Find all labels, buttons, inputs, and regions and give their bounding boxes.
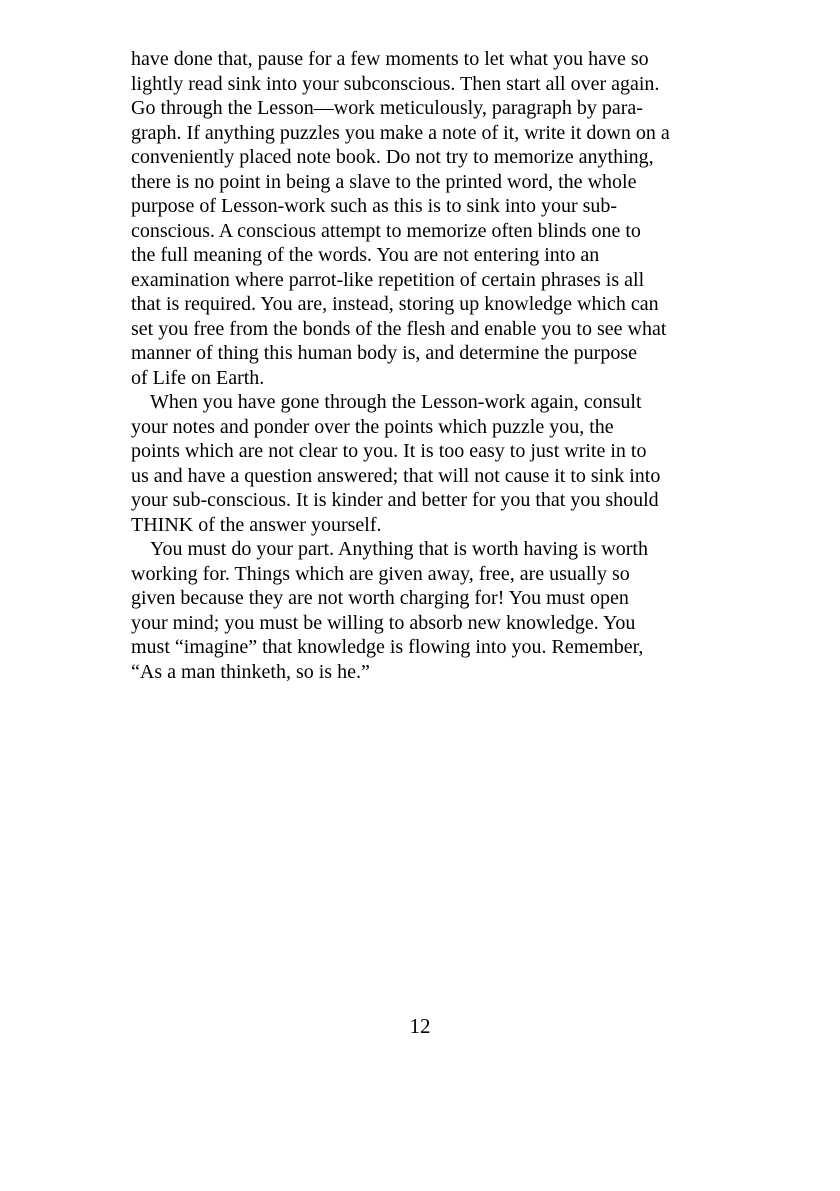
text-line: conscious. A conscious attempt to memorize often blinds one to: [131, 219, 641, 242]
text-line: your sub-conscious. It is kinder and better for you that you should: [131, 489, 659, 511]
page-number: 12: [409, 1014, 431, 1038]
text-line: there is no point in being a slave to the printed word, the whole: [131, 170, 637, 193]
text-line: have done that, pause for a few moments to let what you have so: [131, 48, 649, 70]
body-text: [131, 47, 731, 684]
text-line: points which are not clear to you. It is too easy to just write in to: [131, 440, 647, 462]
text-line: purpose of Lesson-work such as this is to sink into your sub-: [131, 195, 618, 217]
text-line: set you free from the bonds of the flesh and enable you to see what: [131, 317, 667, 340]
text-line: When you have gone through the Lesson-work again, consult: [150, 391, 642, 413]
text-line: graph. If anything puzzles you make a note of it, write it down on a: [131, 121, 670, 144]
text-line: “As a man thinketh, so is he.”: [131, 660, 370, 683]
paragraph: [131, 537, 731, 684]
paragraph: [131, 47, 731, 390]
text-line: working for. Things which are given away, free, are usually so: [131, 562, 630, 585]
text-line: the full meaning of the words. You are not entering into an: [131, 244, 600, 266]
text-line: that is required. You are, instead, storing up knowledge which can: [131, 293, 659, 315]
text-line: us and have a question answered; that will not cause it to sink into: [131, 464, 661, 487]
text-line: must “imagine” that knowledge is flowing into you. Remember,: [131, 636, 644, 658]
text-line: of Life on Earth.: [131, 366, 265, 389]
text-line: conveniently placed note book. Do not try to memorize anything,: [131, 146, 654, 168]
text-line: your notes and ponder over the points which puzzle you, the: [131, 415, 614, 438]
text-line: Go through the Lesson—work meticulously, paragraph by para-: [131, 97, 643, 119]
text-line: manner of thing this human body is, and determine the purpose: [131, 342, 638, 364]
paragraph: [131, 390, 731, 537]
text-line: THINK of the answer yourself.: [131, 513, 382, 536]
text-line: lightly read sink into your subconscious. Then start all over again.: [131, 72, 660, 95]
text-line: examination where parrot-like repetition of certain phrases is all: [131, 268, 645, 291]
text-line: You must do your part. Anything that is worth having is worth: [150, 538, 648, 560]
text-line: given because they are not worth charging for! You must open: [131, 587, 629, 609]
text-line: your mind; you must be willing to absorb new knowledge. You: [131, 611, 636, 634]
